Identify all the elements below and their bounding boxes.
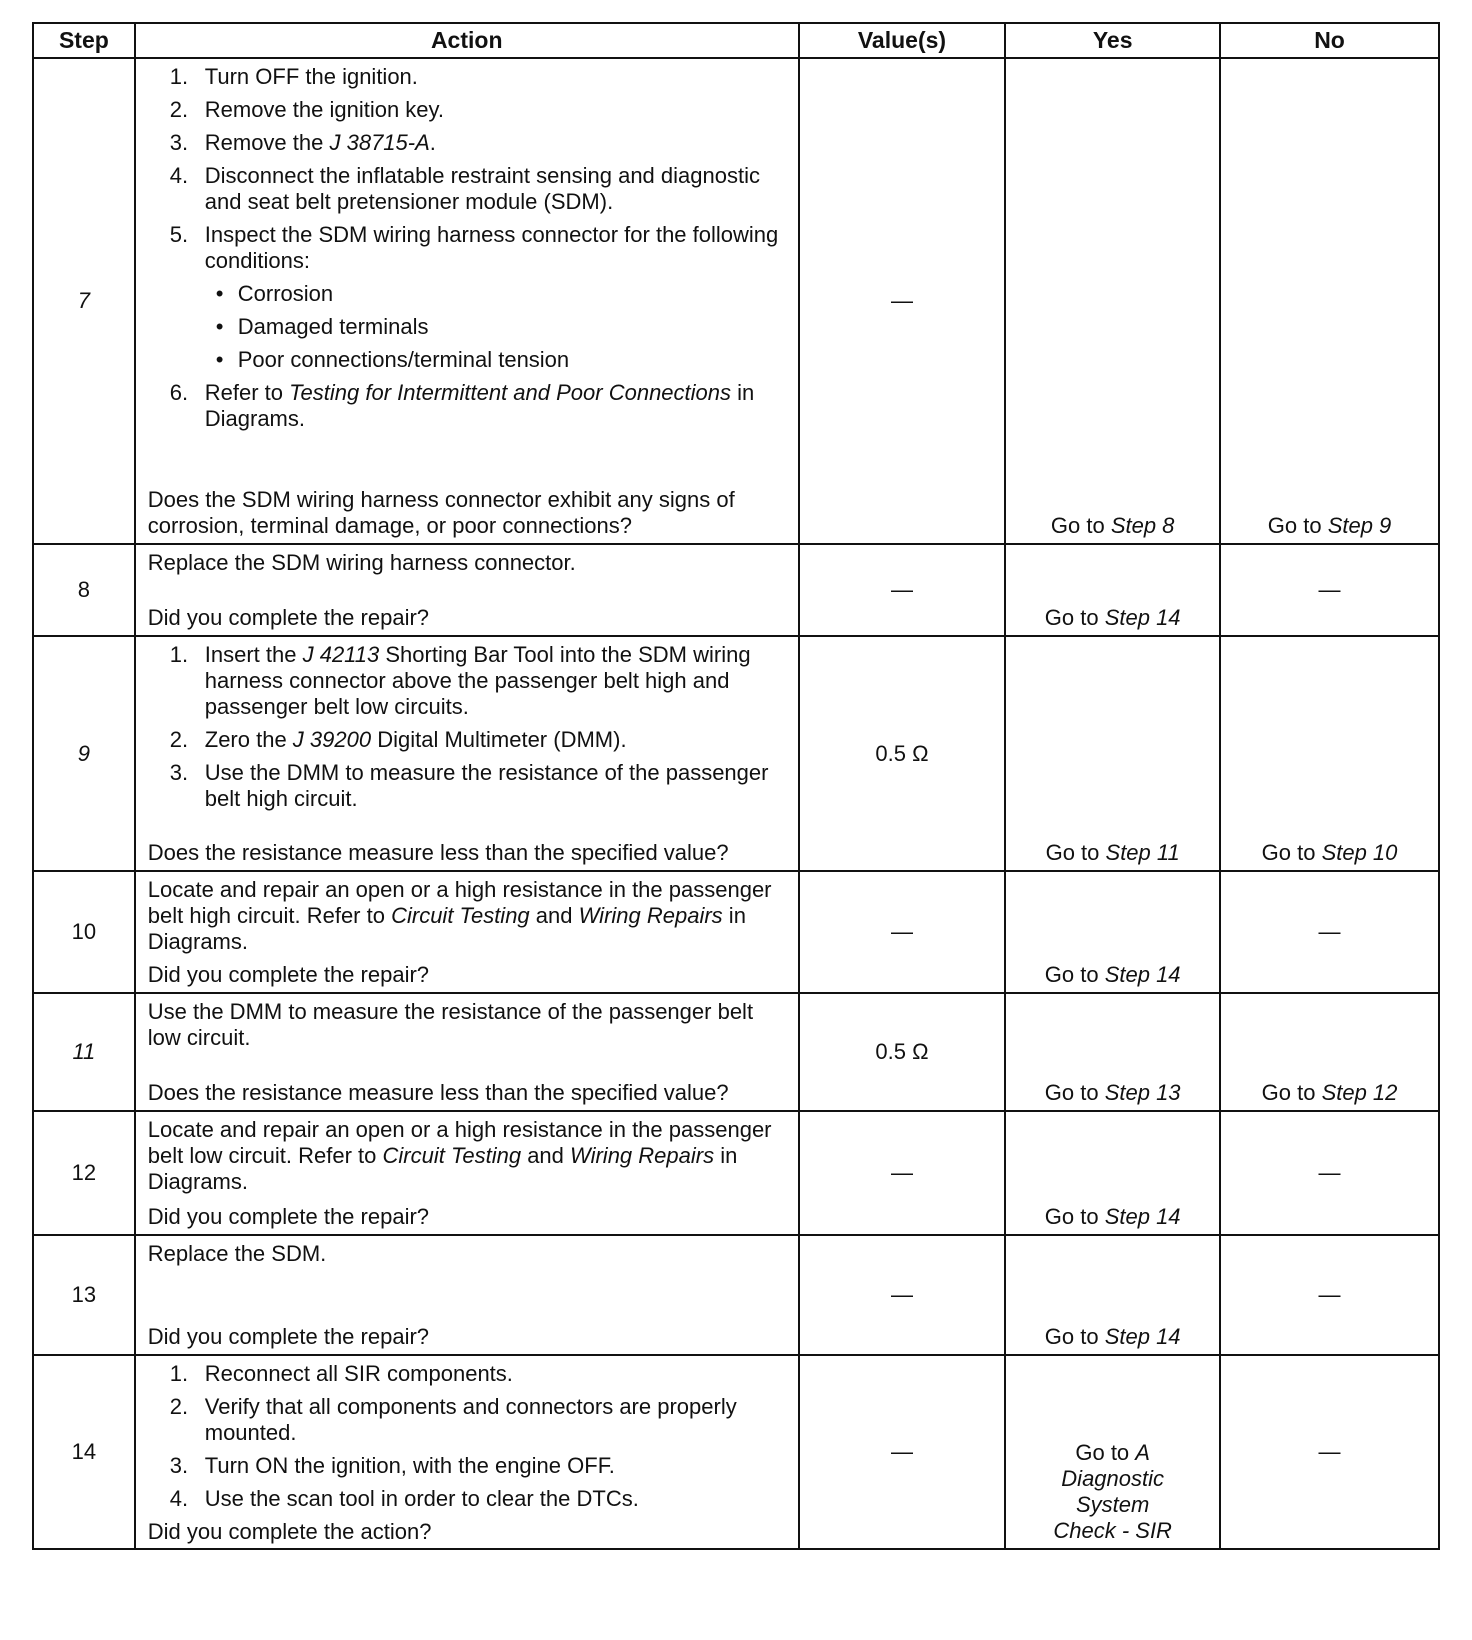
step-number: 10 (33, 871, 135, 993)
action-cell (135, 636, 799, 871)
step-link: Step 13 (1104, 1080, 1181, 1105)
step-link: Step 14 (1104, 605, 1181, 630)
condition-item: • Poor connections/terminal tension (205, 347, 786, 373)
action-question: Did you complete the repair? (147, 1324, 430, 1349)
step-link: Step 14 (1104, 962, 1181, 987)
step-link: Step 10 (1321, 840, 1398, 865)
step-number: 8 (33, 544, 135, 636)
diagnostic-table (32, 22, 1440, 1550)
action-question: Does the SDM wiring harness connector exhibit any signs of corrosion, terminal damage, or poor connections? (147, 487, 735, 538)
action-step: 2. Remove the ignition key. (169, 97, 445, 122)
no-cell: — (1220, 1235, 1439, 1355)
yes-cell: Go to Step 14 (1005, 544, 1220, 636)
action-text: Replace the SDM wiring harness connector. (147, 550, 576, 575)
step-number: 13 (33, 1235, 135, 1355)
step-number: 14 (33, 1355, 135, 1549)
value-cell: — (799, 58, 1006, 544)
header-action: Action (135, 23, 799, 58)
no-cell: — (1220, 1111, 1439, 1235)
doc-ref: Circuit Testing (382, 1143, 522, 1168)
step-row-11 (33, 993, 1439, 1111)
action-step: 2. Verify that all components and connectors are properly mounted. (169, 1394, 737, 1445)
action-steps (148, 1361, 786, 1519)
action-steps (148, 642, 786, 819)
action-step: 1. Turn OFF the ignition. (169, 64, 418, 89)
no-cell: — (1220, 544, 1439, 636)
yes-cell: Go to Step 8 (1005, 58, 1220, 544)
action-step: 3. Remove the J 38715-A. (169, 130, 436, 155)
step-row-10 (33, 871, 1439, 993)
action-step: 4. Use the scan tool in order to clear the DTCs. (169, 1486, 639, 1511)
step-link: Step 9 (1327, 513, 1392, 538)
step-link: A Diagnostic System Check - SIR (1053, 1440, 1172, 1543)
value-cell: — (799, 544, 1006, 636)
action-step: 3. Use the DMM to measure the resistance of the passenger belt high circuit. (169, 760, 769, 811)
header-step: Step (33, 23, 135, 58)
action-step: 2. Zero the J 39200 Digital Multimeter (DMM). (169, 727, 627, 752)
no-cell: Go to Step 12 (1220, 993, 1439, 1111)
yes-cell: Go to Step 14 (1005, 871, 1220, 993)
header-yes: Yes (1005, 23, 1220, 58)
tool-ref: J 39200 (292, 727, 372, 752)
action-question: Did you complete the action? (147, 1519, 432, 1544)
header-values: Value(s) (799, 23, 1006, 58)
condition-item: • Corrosion (205, 281, 786, 307)
value-cell: — (799, 1355, 1006, 1549)
action-step: 5. Inspect the SDM wiring harness connector for the following conditions: • Corrosion • Damaged terminals • Poor connections/terminal tension (148, 222, 786, 373)
action-text: Locate and repair an open or a high resistance in the passenger belt low circuit. Refer to Circuit Testing and Wiring Repairs in Diagrams. (147, 1117, 772, 1194)
action-question: Does the resistance measure less than the specified value? (147, 840, 729, 865)
action-step: 1. Reconnect all SIR components. (169, 1361, 513, 1386)
action-cell (135, 871, 799, 993)
step-number: 7 (33, 58, 135, 544)
step-link: Step 8 (1110, 513, 1175, 538)
step-link: Step 11 (1105, 840, 1180, 865)
step-row-14 (33, 1355, 1439, 1549)
header-no: No (1220, 23, 1439, 58)
step-row-7 (33, 58, 1439, 544)
no-cell: — (1220, 1355, 1439, 1549)
action-text: Locate and repair an open or a high resistance in the passenger belt high circuit. Refer to Circuit Testing and Wiring Repairs in Diagrams. (147, 877, 772, 954)
yes-cell: Go to Step 13 (1005, 993, 1220, 1111)
no-cell: Go to Step 9 (1220, 58, 1439, 544)
header-row (33, 23, 1439, 58)
action-text: Use the DMM to measure the resistance of the passenger belt low circuit. (147, 999, 754, 1050)
action-step: 3. Turn ON the ignition, with the engine OFF. (169, 1453, 615, 1478)
yes-cell: Go to Step 14 (1005, 1235, 1220, 1355)
step-link: Step 14 (1104, 1204, 1181, 1229)
step-row-8 (33, 544, 1439, 636)
action-text: Replace the SDM. (147, 1241, 327, 1266)
no-cell: Go to Step 10 (1220, 636, 1439, 871)
step-number: 12 (33, 1111, 135, 1235)
action-cell (135, 993, 799, 1111)
value-cell: — (799, 1235, 1006, 1355)
yes-cell: Go to A Diagnostic System Check - SIR (1005, 1355, 1220, 1549)
action-steps (148, 64, 786, 439)
action-cell (135, 58, 799, 544)
tool-ref: J 42113 (302, 642, 380, 667)
condition-list (205, 281, 786, 373)
value-cell: 0.5 Ω (799, 993, 1006, 1111)
step-number: 9 (33, 636, 135, 871)
step-link: Step 12 (1321, 1080, 1398, 1105)
action-question: Did you complete the repair? (147, 1204, 430, 1229)
action-step: 6. Refer to Testing for Intermittent and Poor Connections in Diagrams. (169, 380, 755, 431)
action-question: Does the resistance measure less than the specified value? (147, 1080, 729, 1105)
value-cell: 0.5 Ω (799, 636, 1006, 871)
action-cell (135, 544, 799, 636)
step-number: 11 (33, 993, 135, 1111)
action-cell (135, 1111, 799, 1235)
step-row-12 (33, 1111, 1439, 1235)
step-row-13 (33, 1235, 1439, 1355)
doc-ref: Testing for Intermittent and Poor Connections (289, 380, 732, 405)
action-question: Did you complete the repair? (147, 605, 430, 630)
condition-item: • Damaged terminals (205, 314, 786, 340)
yes-cell: Go to Step 11 (1005, 636, 1220, 871)
tool-ref: J 38715-A (329, 130, 430, 155)
action-question: Did you complete the repair? (147, 962, 430, 987)
yes-cell: Go to Step 14 (1005, 1111, 1220, 1235)
doc-ref: Wiring Repairs (578, 903, 723, 928)
value-cell: — (799, 1111, 1006, 1235)
no-cell: — (1220, 871, 1439, 993)
step-link: Step 14 (1104, 1324, 1181, 1349)
doc-ref: Circuit Testing (391, 903, 530, 928)
action-step: 1. Insert the J 42113 Shorting Bar Tool into the SDM wiring harness connector above the passenger belt high and passenger belt low circuits. (169, 642, 751, 719)
doc-ref: Wiring Repairs (570, 1143, 715, 1168)
step-row-9 (33, 636, 1439, 871)
action-cell (135, 1355, 799, 1549)
value-cell: — (799, 871, 1006, 993)
action-cell (135, 1235, 799, 1355)
action-step: 4. Disconnect the inflatable restraint sensing and diagnostic and seat belt pretensioner module (SDM). (169, 163, 760, 214)
